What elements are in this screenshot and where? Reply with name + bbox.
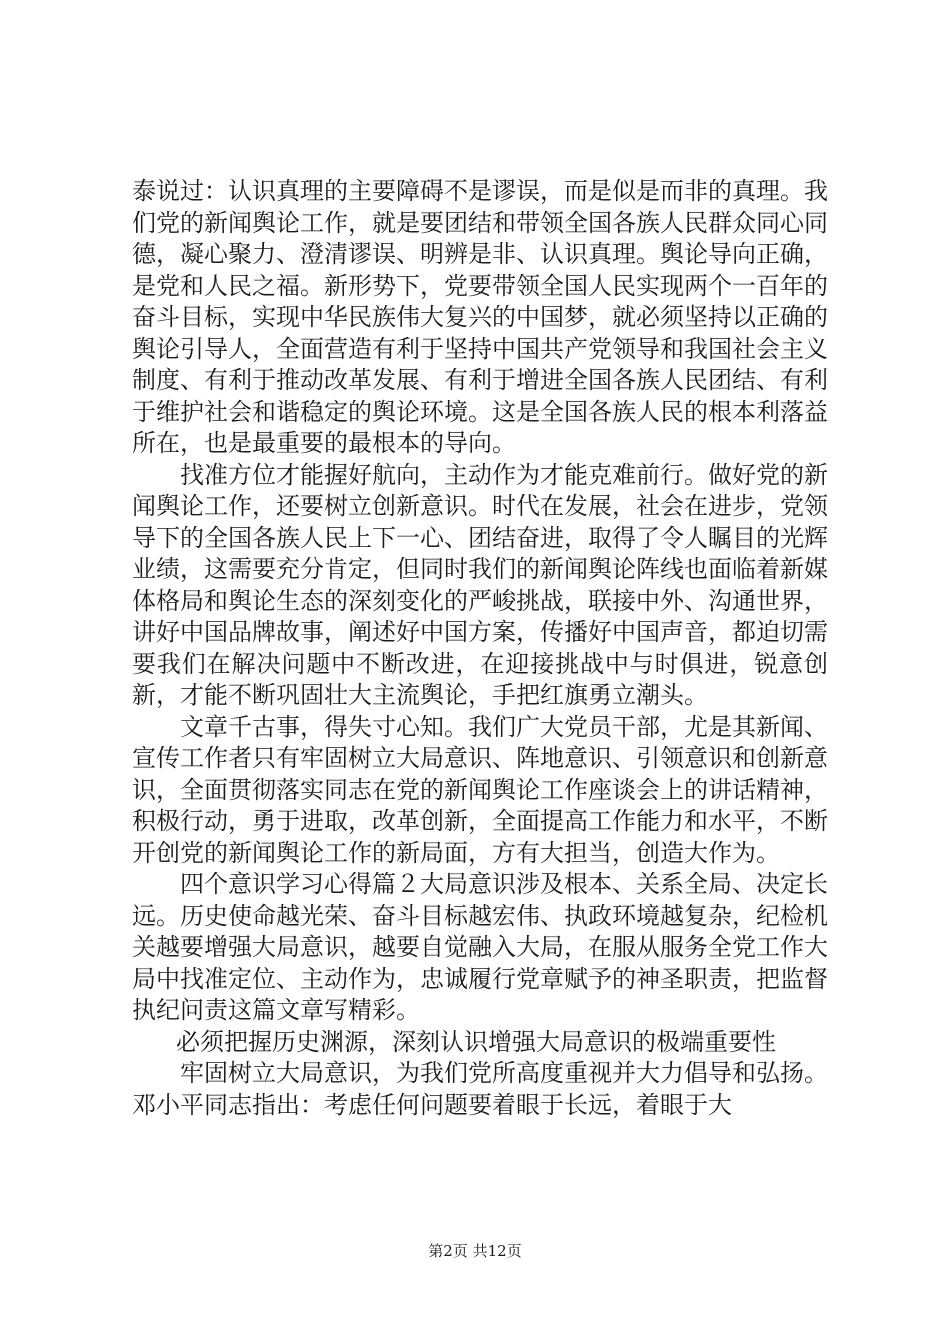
page-number: 第2页 共12页	[428, 1242, 522, 1260]
paragraph: 文章千古事，得失寸心知。我们广大党员干部，尤是其新闻、宣传工作者只有牢固树立大局意识、阵地意识、引领意识和创新意识，全面贯彻落实同志在党的新闻舆论工作座谈会上的讲话精神，积极行动，勇于进取，改革创新，全面提高工作能力和水平，不断开创党的新闻舆论工作的新局面，方有大担当，创造大作为。	[132, 712, 828, 867]
paragraph: 牢固树立大局意识，为我们党所高度重视并大力倡导和弘扬。邓小平同志指出：考虑任何问题要着眼于长远，着眼于大	[132, 1059, 828, 1119]
document-body	[132, 176, 828, 1121]
paragraph-continued: 泰说过：认识真理的主要障碍不是谬误，而是似是而非的真理。我们党的新闻舆论工作，就是要团结和带领全国各族人民群众同心同德，凝心聚力、澄清谬误、明辨是非、认识真理。舆论导向正确，是党和人民之福。新形势下，党要带领全国人民实现两个一百年的奋斗目标，实现中华民族伟大复兴的中国梦，就必须坚持以正确的舆论引导人，全面营造有利于坚持中国共产党领导和我国社会主义制度、有利于推动改革发展、有利于增进全国各族人民团结、有利于维护社会和谐稳定的舆论环境。这是全国各族人民的根本利落益所在，也是最重要的最根本的导向。	[132, 177, 828, 457]
section-heading: 必须把握历史渊源，深刻认识增强大局意识的极端重要性	[176, 1027, 776, 1056]
paragraph: 四个意识学习心得篇２大局意识涉及根本、关系全局、决定长远。历史使命越光荣、奋斗目标越宏伟、执政环境越复杂，纪检机关越要增强大局意识，越要自觉融入大局，在服从服务全党工作大局中找准定位、主动作为，忠诚履行党章赋予的神圣职责，把监督执纪问责这篇文章写精彩。	[132, 870, 828, 1024]
paragraph: 找准方位才能握好航向，主动作为才能克难前行。做好党的新闻舆论工作，还要树立创新意识。时代在发展，社会在进步，党领导下的全国各族人民上下一心、团结奋进，取得了令人瞩目的光辉业绩，这需要充分肯定，但同时我们的新闻舆论阵线也面临着新媒体格局和舆论生态的深刻变化的严峻挑战，联接中外、沟通世界，讲好中国品牌故事，阐述好中国方案，传播好中国声音，都迫切需要我们在解决问题中不断改进，在迎接挑战中与时俱进，锐意创新，才能不断巩固壮大主流舆论，手把红旗勇立潮头。	[132, 460, 828, 709]
page-footer	[0, 1240, 950, 1261]
